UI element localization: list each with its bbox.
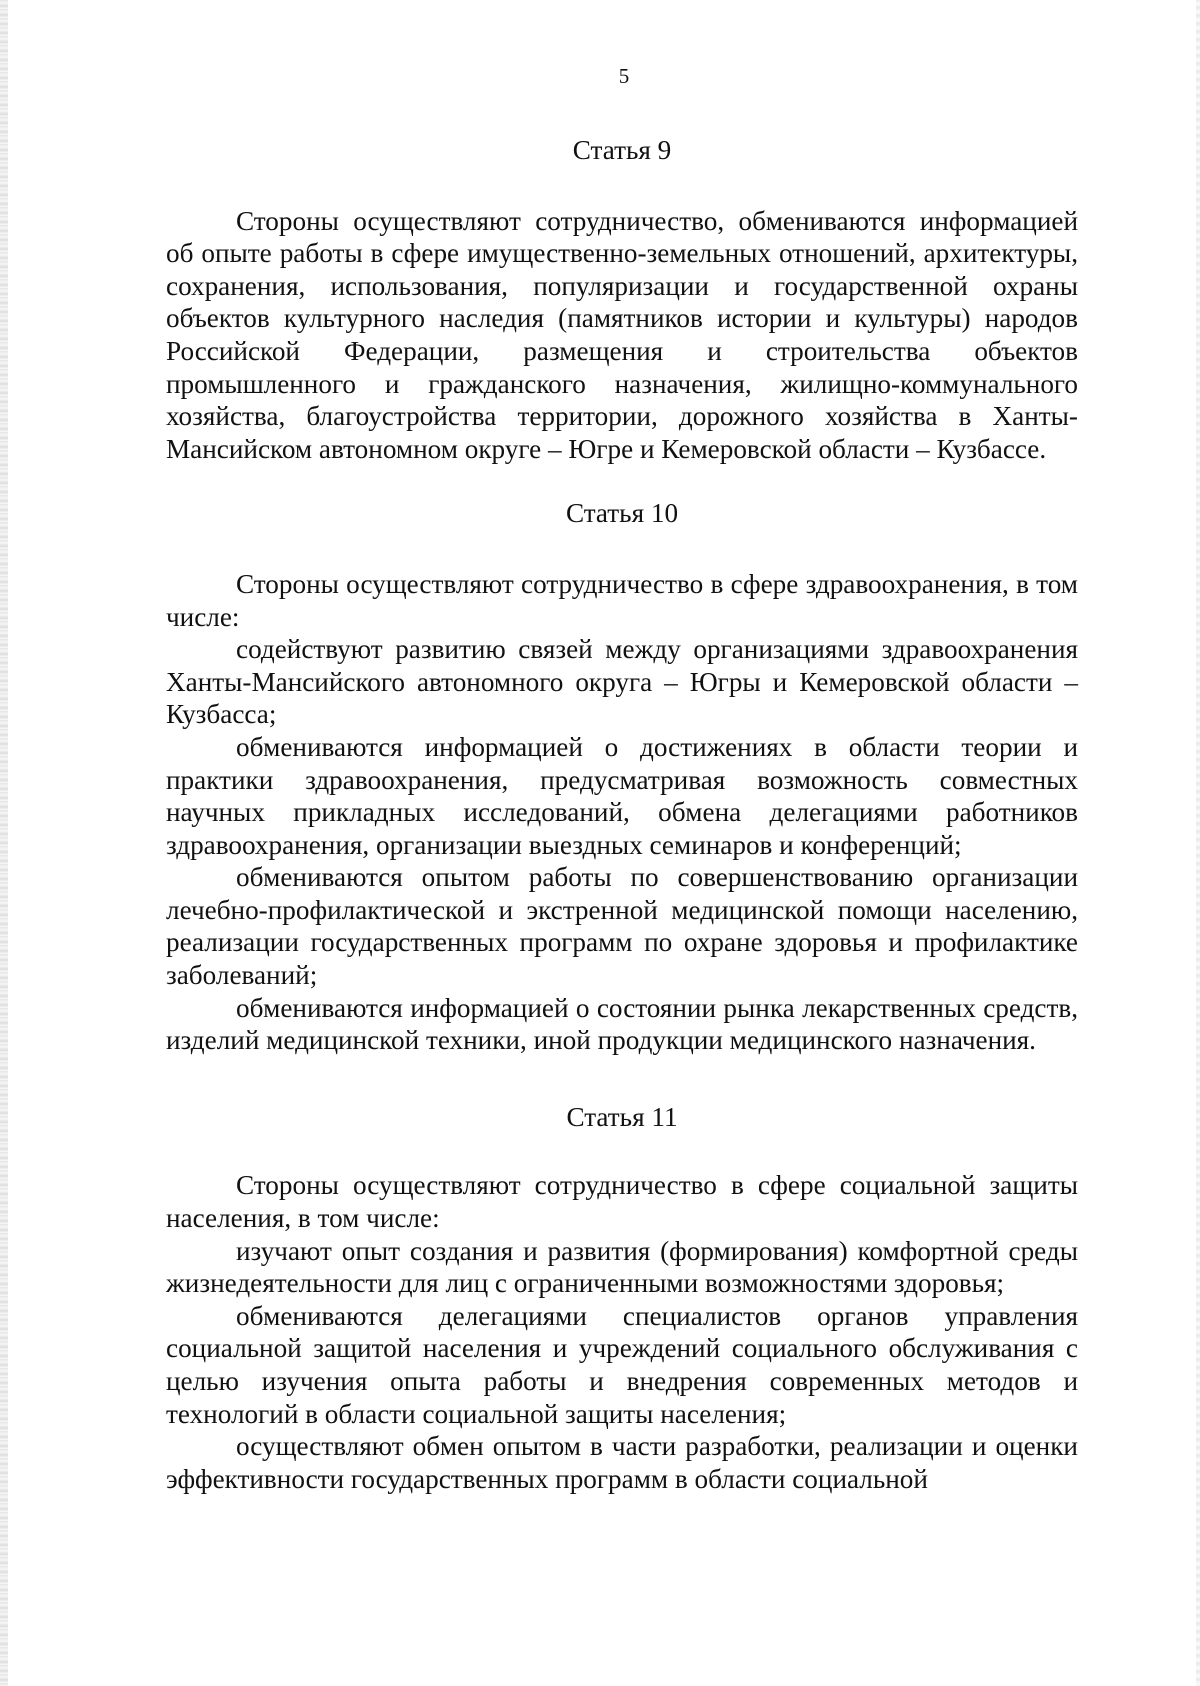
article-10-paragraph-2: содействуют развитию связей между организациями здравоохранения Ханты-Мансийского автономного округа – Югры и Кемеровской области – Кузбасса;: [166, 634, 1078, 730]
article-9-heading: Статья 9: [572, 135, 672, 165]
article-11-paragraph-1: Стороны осуществляют сотрудничество в сфере социальной защиты населения, в том числе:: [166, 1170, 1078, 1234]
document-body: [166, 134, 1078, 1495]
article-10-paragraph-4: обмениваются опытом работы по совершенствованию организации лечебно-профилактической и экстренной медицинской помощи населению, реализации государственных программ по охране здоровья и профилактике заболеваний;: [166, 862, 1078, 991]
article-11-heading: Статья 11: [566, 1101, 678, 1132]
article-10-heading: Статья 10: [565, 498, 679, 529]
article-9-paragraph-1: Стороны осуществляют сотрудничество, обмениваются информацией об опыте работы в сфере имущественно-земельных отношений, архитектуры, сохранения, использования, популяризации и государственной охраны объектов культурного наследия (памятников истории и культуры) народов Российской Федерации, размещения и строительства объектов промышленного и гражданского назначения, жилищно-коммунального хозяйства, благоустройства территории, дорожного хозяйства в Ханты-Мансийском автономном округе – Югре и Кемеровской области – Кузбассе.: [166, 205, 1078, 464]
article-10-paragraph-5: обмениваются информацией о состоянии рынка лекарственных средств, изделий медицинской техники, иной продукции медицинского назначения.: [166, 992, 1078, 1056]
article-10-paragraph-1: Стороны осуществляют сотрудничество в сфере здравоохранения, в том числе:: [166, 568, 1078, 632]
article-10-paragraph-3: обмениваются информацией о достижениях в области теории и практики здравоохранения, предусматривая возможность совместных научных прикладных исследований, обмена делегациями работников здравоохранения, организации выездных семинаров и конференций;: [166, 731, 1078, 860]
article-11-paragraph-4: осуществляют обмен опытом в части разработки, реализации и оценки эффективности государственных программ в области социальной: [166, 1431, 1078, 1494]
page-number: 5: [618, 64, 630, 88]
scan-edge-right: [1196, 0, 1200, 1686]
article-11-paragraph-2: изучают опыт создания и развития (формирования) комфортной среды жизнедеятельности для лиц с ограниченными возможностями здоровья;: [166, 1235, 1078, 1299]
scan-edge-left: [0, 0, 8, 1686]
article-11-paragraph-3: обмениваются делегациями специалистов органов управления социальной защитой населения и учреждений социального обслуживания с целью изучения опыта работы и внедрения современных методов и технологий в области социальной защиты населения;: [166, 1300, 1078, 1429]
